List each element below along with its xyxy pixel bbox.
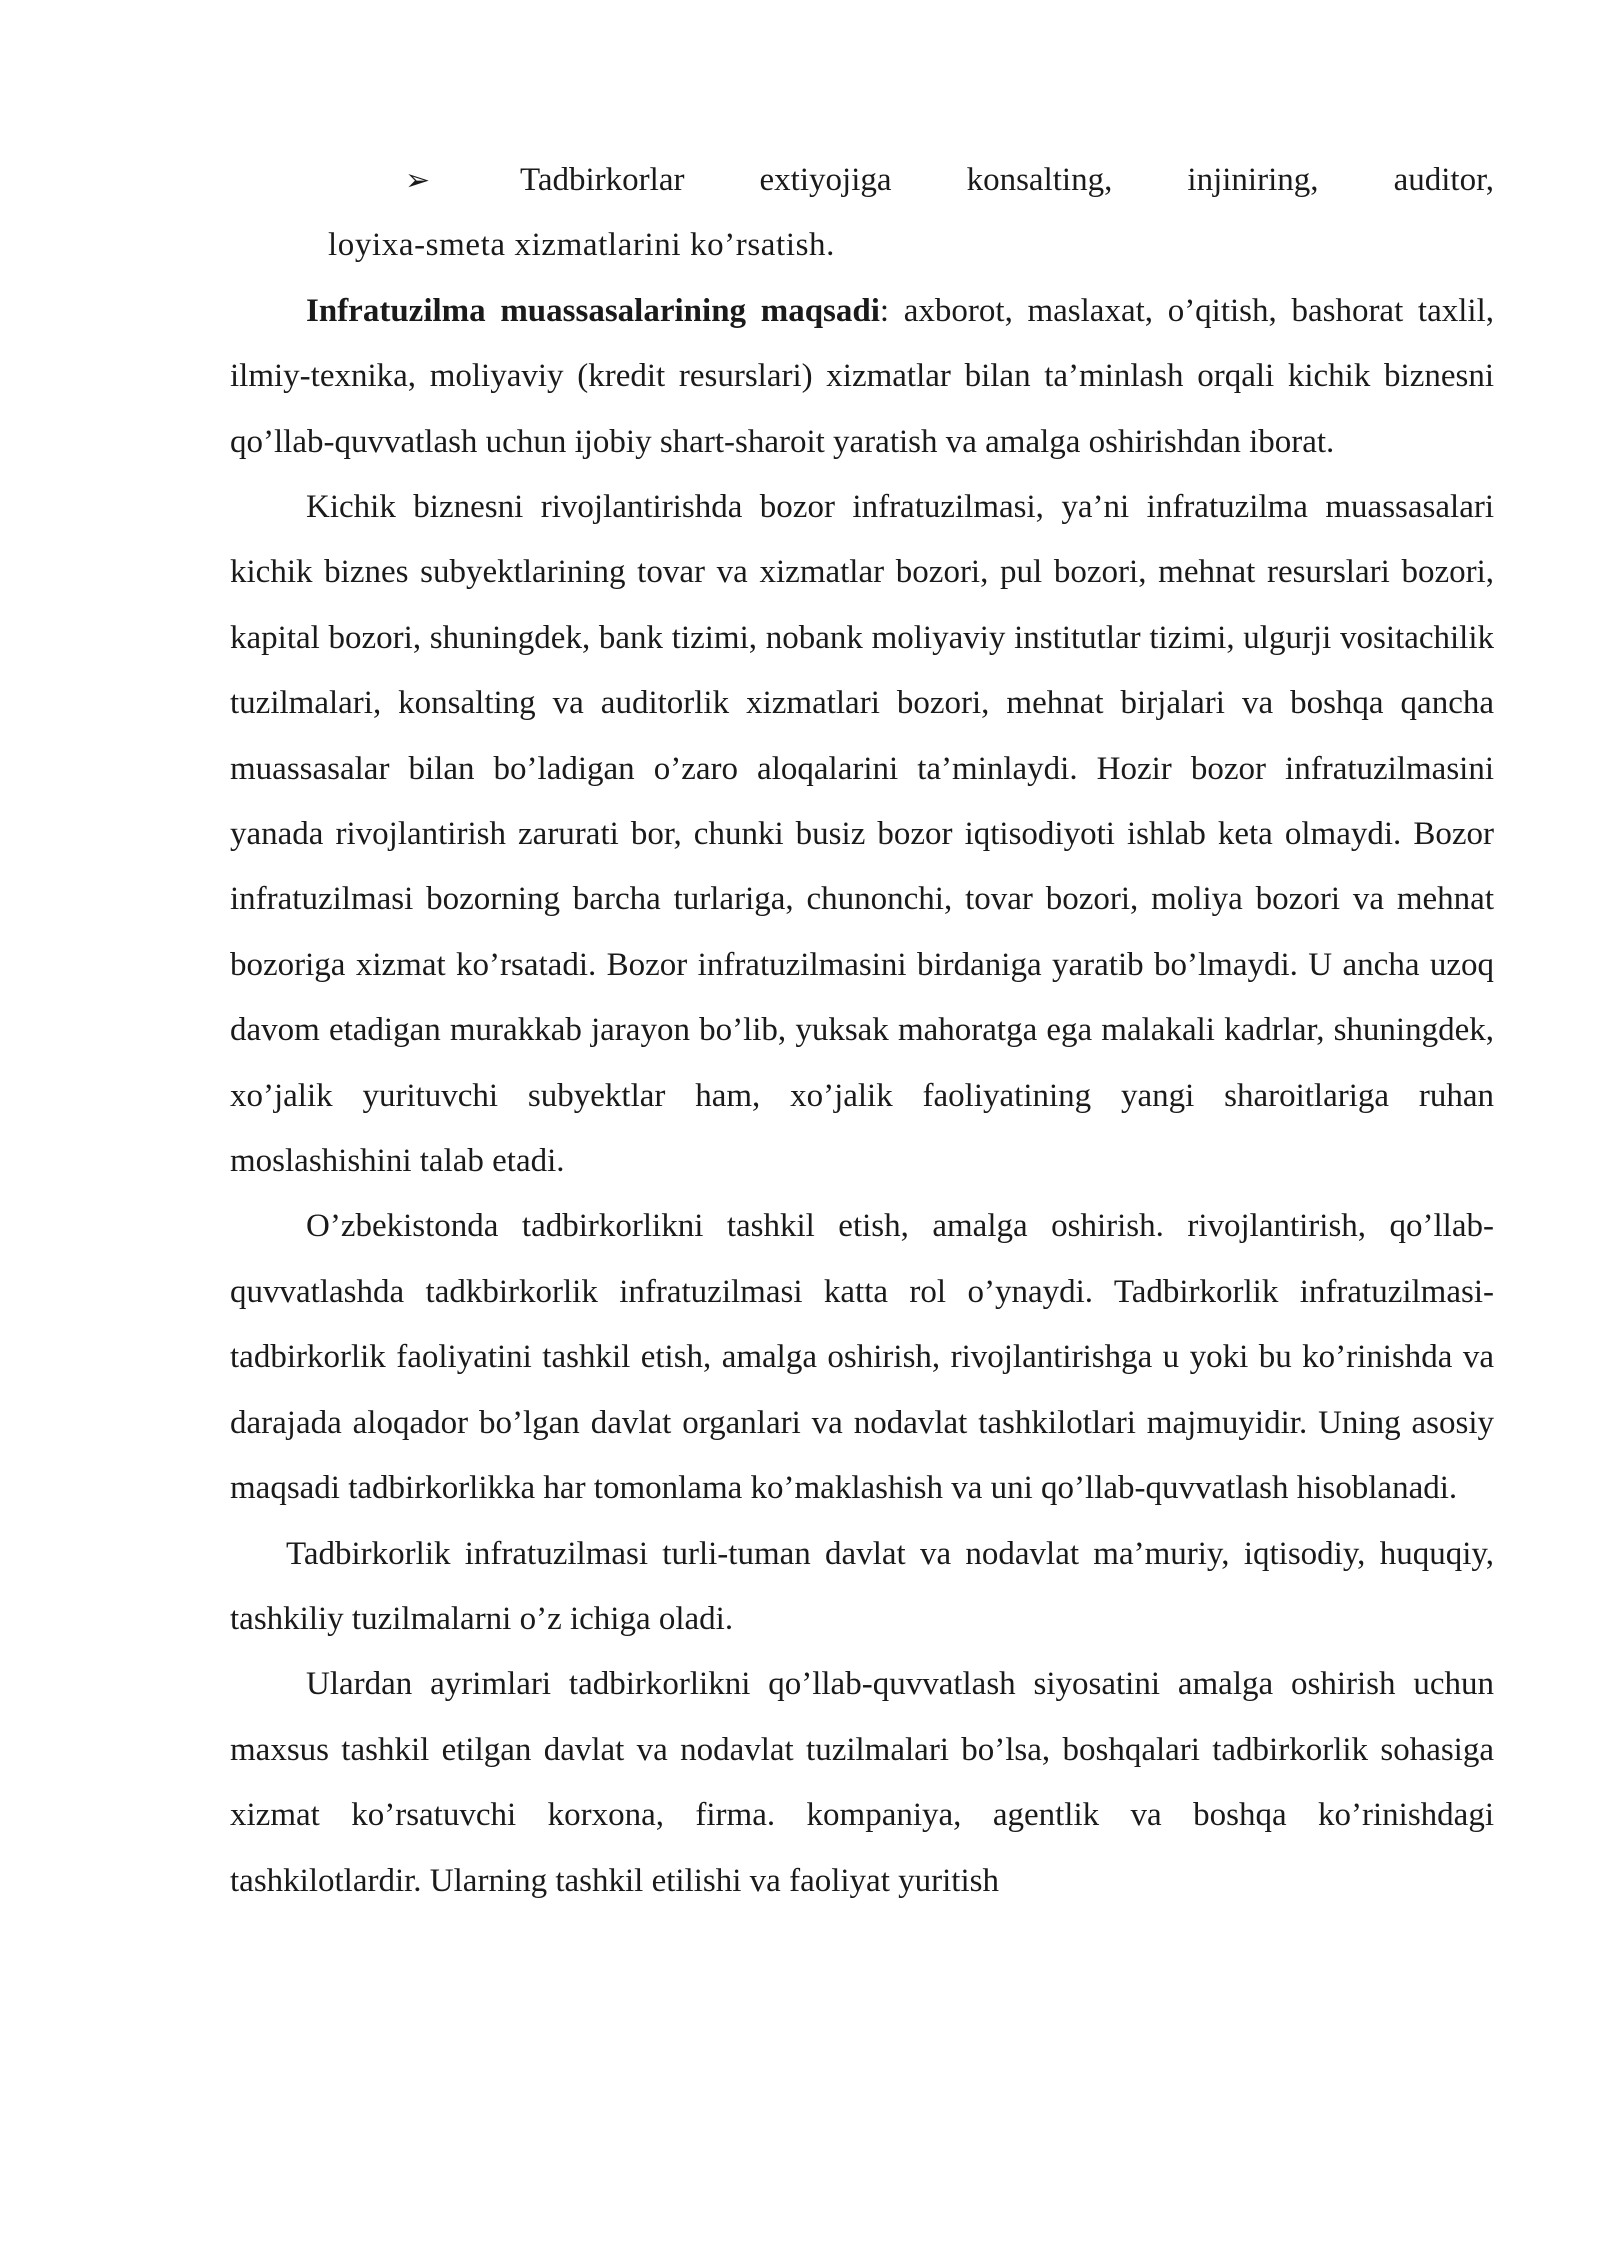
arrow-bullet-icon: ➢: [405, 163, 431, 198]
document-body: [230, 148, 1494, 1914]
bullet-item: [230, 148, 1494, 213]
paragraph-uzbekistan-entrepreneurship: O’zbekistonda tadbirkorlikni tashkil etish, amalga oshirish. rivojlantirish, qo’llab-quvvatlashda tadkbirkorlik infratuzilmasi katta rol o’ynaydi. Tadbirkorlik infratuzilmasi-tadbirkorlik faoliyatini tashkil etish, amalga oshirish, rivojlantirishga u yoki bu ko’rinishda va darajada aloqador bo’lgan davlat organlari va nodavlat tashkilotlari majmuyidir. Uning asosiy maqsadi tadbirkorlikka har tomonlama ko’maklashish va uni qo’llab-quvvatlash hisoblanadi.: [230, 1208, 1494, 1507]
paragraph-infrastructure-goal: [230, 279, 1494, 475]
paragraph-body-text: : axborot, maslaxat, o’qitish, bashorat taxlil, ilmiy-texnika, moliyaviy (kredit resurslari) xizmatlar bilan ta’minlash orqali kichik biznesni qo’llab-quvvatlash uchun ijobiy shart-sharoit yaratish va amalga oshirishdan iborat.: [230, 292, 1494, 460]
bullet-text-line2: loyixa-smeta xizmatlarini ko’rsatish.: [328, 227, 835, 264]
paragraph-infrastructure-composition: Tadbirkorlik infratuzilmasi turli-tuman davlat va nodavlat ma’muriy, iqtisodiy, huquqiy, tashkiliy tuzilmalarni o’z ichiga oladi.: [230, 1535, 1494, 1637]
paragraph-structures: Ulardan ayrimlari tadbirkorlikni qo’llab-quvvatlash siyosatini amalga oshirish uchun maxsus tashkil etilgan davlat va nodavlat tuzilmalari bo’lsa, boshqalari tadbirkorlik sohasiga xizmat ko’rsatuvchi korxona, firma. kompaniya, agentlik va boshqa ko’rinishdagi tashkilotlardir. Ularning tashkil etilishi va faoliyat yuritish: [230, 1666, 1494, 1899]
paragraph-bold-lead: Infratuzilma muassasalarining maqsadi: [306, 292, 880, 329]
bullet-text-line1: Tadbirkorlar extiyojiga konsalting, injiniring, auditor,: [520, 162, 1494, 198]
paragraph-market-infrastructure: Kichik biznesni rivojlantirishda bozor infratuzilmasi, ya’ni infratuzilma muassasalari kichik biznes subyektlarining tovar va xizmatlar bozori, pul bozori, mehnat resurslari bozori, kapital bozori, shuningdek, bank tizimi, nobank moliyaviy institutlar tizimi, ulgurji vositachilik tuzilmalari, konsalting va auditorlik xizmatlari bozori, mehnat birjalari va boshqa qancha muassasalar bilan bo’ladigan o’zaro aloqalarini ta’minlaydi. Hozir bozor infratuzilmasini yanada rivojlantirish zarurati bor, chunki busiz bozor iqtisodiyoti ishlab keta olmaydi. Bozor infratuzilmasi bozorning barcha turlariga, chunonchi, tovar bozori, moliya bozori va mehnat bozoriga xizmat ko’rsatadi. Bozor infratuzilmasini birdaniga yaratib bo’lmaydi. U ancha uzoq davom etadigan murakkab jarayon bo’lib, yuksak mahoratga ega malakali kadrlar, shuningdek, xo’jalik yurituvchi subyektlar ham, xo’jalik faoliyatining yangi sharoitlariga ruhan moslashishini talab etadi.: [230, 489, 1494, 1180]
